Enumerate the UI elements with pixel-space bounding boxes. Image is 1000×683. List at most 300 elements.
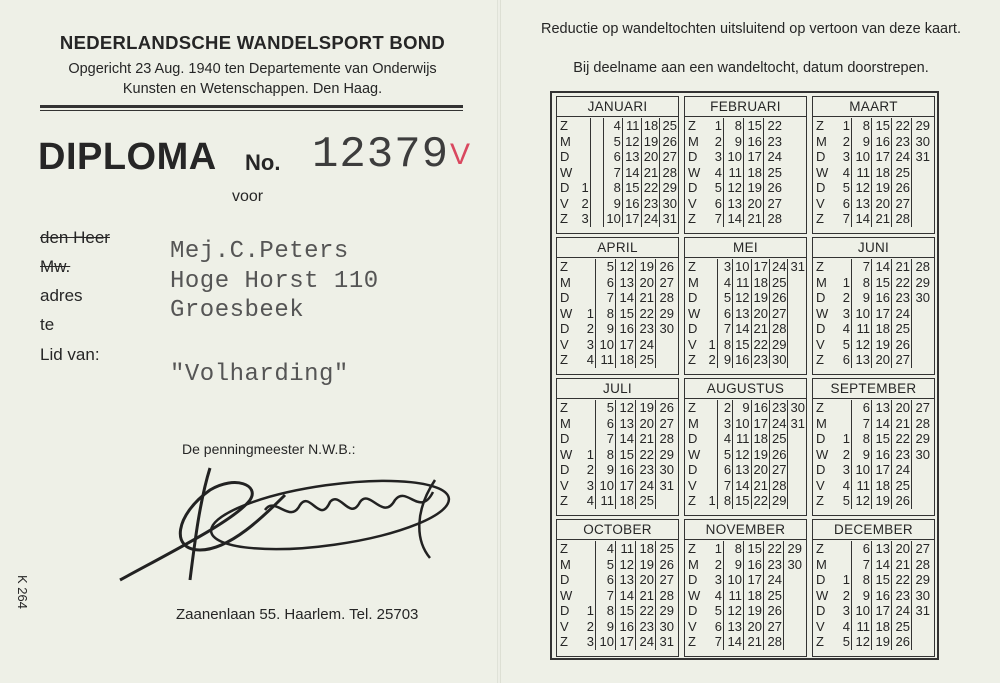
date-cell: 15 (744, 118, 764, 134)
date-cell: 13 (733, 462, 751, 478)
date-cell: 29 (656, 306, 676, 322)
date-cell (788, 290, 806, 306)
date-cell: 28 (656, 290, 676, 306)
weekday-label: M (560, 133, 571, 149)
date-cell: 22 (892, 118, 912, 134)
month-table (560, 118, 678, 227)
month-table (560, 259, 675, 368)
date-cell: 21 (636, 431, 656, 447)
date-cell (912, 211, 932, 227)
date-cell: 8 (852, 118, 872, 134)
date-cell: 14 (872, 259, 892, 275)
date-cell: 1 (586, 305, 594, 321)
weekday-label: M (816, 415, 827, 431)
weekday-label: V (688, 336, 697, 352)
date-cell: 5 (717, 447, 732, 463)
month-name: OCTOBER (557, 520, 678, 540)
date-cell: 5 (714, 603, 722, 618)
weekday-label: D (688, 462, 698, 477)
date-cell (702, 321, 717, 337)
weekday-label: D (688, 180, 698, 195)
date-cell: 18 (744, 588, 764, 604)
weekday-label: Z (560, 352, 568, 367)
date-cell: 7 (596, 290, 616, 306)
weekday-label: W (688, 305, 701, 321)
date-cell: 14 (724, 211, 744, 227)
weekday-label: Z (816, 400, 824, 415)
date-cell: 15 (733, 337, 751, 353)
date-cell: 12 (852, 337, 872, 353)
date-cell: 11 (596, 352, 616, 368)
weekday-label: D (816, 462, 826, 477)
weekday-label: W (688, 587, 701, 603)
date-cell: 20 (744, 196, 764, 212)
weekday-label: M (816, 274, 827, 290)
month-name: SEPTEMBER (813, 379, 934, 399)
date-cell: 7 (714, 634, 722, 649)
date-cell: 29 (784, 541, 804, 557)
date-cell: 4 (596, 541, 616, 557)
date-cell: 6 (852, 400, 872, 416)
date-cell: 10 (852, 603, 872, 619)
date-cell: 29 (912, 275, 932, 291)
label-heer: den Heer (40, 228, 110, 247)
month-october (556, 519, 679, 657)
date-cell: 2 (842, 133, 850, 149)
voor-label: voor (232, 188, 264, 205)
date-cell: 7 (596, 588, 616, 604)
month-table (816, 400, 931, 509)
organization-name: NEDERLANDSCHE WANDELSPORT BOND (59, 32, 446, 53)
date-cell (912, 306, 932, 322)
date-cell (590, 134, 603, 150)
date-cell: 25 (892, 619, 912, 635)
check-mark: V (450, 138, 471, 171)
weekday-label: D (688, 290, 698, 305)
date-cell: 20 (872, 352, 892, 368)
weekday-label: Z (816, 352, 824, 367)
weekday-label: D (560, 290, 570, 305)
month-name: JUNI (813, 238, 934, 258)
date-cell: 30 (912, 290, 932, 306)
date-cell: 2 (708, 352, 716, 367)
date-cell: 28 (764, 211, 784, 227)
weekday-label: D (688, 431, 698, 446)
side-code: K 264 (15, 575, 30, 609)
label-mw: Mw. (40, 257, 71, 276)
date-cell: 17 (616, 634, 636, 650)
date-cell: 30 (784, 557, 804, 573)
date-cell: 26 (764, 603, 784, 619)
date-cell: 9 (596, 321, 616, 337)
month-name: DECEMBER (813, 520, 934, 540)
date-cell: 12 (724, 180, 744, 196)
weekday-label: V (688, 618, 697, 634)
date-cell (912, 196, 932, 212)
weekday-label: Z (816, 259, 824, 274)
date-cell: 18 (616, 493, 636, 509)
date-cell: 1 (708, 493, 716, 508)
weekday-label: Z (816, 634, 824, 649)
date-cell: 11 (596, 493, 616, 509)
date-cell: 5 (714, 180, 722, 195)
weekday-label: Z (688, 400, 696, 415)
date-cell: 7 (604, 165, 623, 181)
date-cell: 29 (912, 572, 932, 588)
date-cell (784, 572, 804, 588)
weekday-label: M (560, 556, 571, 572)
date-cell: 28 (912, 259, 932, 275)
weekday-label: W (688, 164, 701, 180)
weekday-label: Z (816, 541, 824, 556)
date-cell: 16 (872, 290, 892, 306)
date-cell: 5 (717, 290, 732, 306)
date-cell: 12 (622, 134, 641, 150)
date-cell: 23 (636, 619, 656, 635)
date-cell: 16 (733, 352, 751, 368)
date-cell: 26 (656, 557, 676, 573)
weekday-label: D (560, 149, 570, 164)
date-cell: 22 (636, 447, 656, 463)
date-cell: 2 (714, 133, 722, 149)
date-cell: 5 (842, 634, 850, 649)
date-cell: 16 (872, 447, 892, 463)
month-name: MAART (813, 97, 934, 117)
date-cell: 12 (852, 180, 872, 196)
date-cell: 15 (872, 572, 892, 588)
date-cell: 7 (852, 557, 872, 573)
date-cell: 19 (872, 337, 892, 353)
date-cell: 31 (788, 416, 806, 432)
date-cell: 21 (892, 259, 912, 275)
date-cell (575, 165, 591, 181)
date-cell: 26 (770, 447, 788, 463)
date-cell (788, 478, 806, 494)
date-cell (912, 180, 932, 196)
month-name: JANUARI (557, 97, 678, 117)
date-cell: 4 (717, 431, 732, 447)
date-cell: 19 (751, 290, 769, 306)
date-cell (832, 416, 852, 432)
weekday-label: V (560, 477, 569, 493)
date-cell (788, 275, 806, 291)
weekday-label: W (560, 446, 573, 462)
right-panel (501, 0, 1000, 683)
date-cell (788, 306, 806, 322)
date-cell: 13 (616, 275, 636, 291)
month-september (812, 378, 935, 516)
month-november (684, 519, 807, 657)
date-cell: 27 (892, 196, 912, 212)
date-cell (788, 431, 806, 447)
date-cell: 13 (622, 149, 641, 165)
date-cell: 13 (724, 619, 744, 635)
date-cell: 15 (872, 118, 892, 134)
weekday-label: M (560, 415, 571, 431)
date-cell: 9 (604, 196, 623, 212)
date-cell: 10 (724, 572, 744, 588)
date-cell: 24 (892, 603, 912, 619)
date-cell: 20 (636, 572, 656, 588)
date-cell: 10 (724, 149, 744, 165)
date-cell: 28 (660, 165, 678, 181)
weekday-label: V (688, 195, 697, 211)
date-cell (576, 400, 596, 416)
date-cell: 3 (717, 416, 732, 432)
date-cell: 2 (842, 587, 850, 603)
date-cell: 14 (852, 211, 872, 227)
date-cell: 16 (744, 134, 764, 150)
date-cell: 24 (641, 211, 660, 227)
weekday-label: Z (688, 211, 696, 226)
date-cell: 9 (717, 352, 732, 368)
date-cell (656, 337, 676, 353)
date-cell: 27 (764, 619, 784, 635)
date-cell: 31 (656, 634, 676, 650)
date-cell: 25 (892, 478, 912, 494)
weekday-label: Z (688, 541, 696, 556)
date-cell: 21 (751, 321, 769, 337)
month-juli (556, 378, 679, 516)
date-cell: 14 (733, 321, 751, 337)
date-cell: 3 (586, 634, 594, 649)
date-cell: 6 (596, 572, 616, 588)
weekday-label: V (560, 195, 569, 211)
date-cell (576, 290, 596, 306)
typed-city: Groesbeek (170, 297, 305, 324)
weekday-label: Z (688, 259, 696, 274)
month-name: AUGUSTUS (685, 379, 806, 399)
date-cell: 31 (660, 211, 678, 227)
date-cell: 25 (636, 352, 656, 368)
date-cell: 11 (733, 431, 751, 447)
date-cell: 18 (872, 165, 892, 181)
weekday-label: D (816, 572, 826, 587)
month-table (688, 259, 806, 368)
date-cell (912, 462, 932, 478)
month-december (812, 519, 935, 657)
date-cell: 24 (892, 149, 912, 165)
date-cell: 29 (660, 180, 678, 196)
date-cell: 12 (724, 603, 744, 619)
date-cell: 16 (616, 321, 636, 337)
date-cell: 1 (842, 118, 850, 133)
date-cell: 5 (596, 259, 616, 275)
date-cell: 19 (872, 634, 892, 650)
date-cell: 22 (641, 180, 660, 196)
date-cell: 29 (656, 603, 676, 619)
date-cell (656, 493, 676, 509)
label-lid: Lid van: (40, 345, 100, 364)
date-cell: 2 (714, 556, 722, 572)
date-cell: 17 (616, 337, 636, 353)
date-cell: 19 (872, 180, 892, 196)
date-cell: 30 (656, 619, 676, 635)
date-cell: 5 (842, 493, 850, 508)
date-cell (788, 447, 806, 463)
date-cell: 14 (872, 557, 892, 573)
date-cell: 19 (636, 259, 656, 275)
date-cell: 21 (636, 588, 656, 604)
date-cell: 16 (616, 619, 636, 635)
date-cell: 29 (770, 493, 788, 509)
typed-club: "Volharding" (170, 361, 349, 388)
weekday-label: Z (816, 211, 824, 226)
date-cell: 16 (744, 557, 764, 573)
weekday-label: M (816, 556, 827, 572)
diploma-number: 12379 (312, 130, 450, 180)
date-cell: 21 (744, 634, 764, 650)
weekday-label: M (688, 274, 699, 290)
month-name: NOVEMBER (685, 520, 806, 540)
date-cell: 12 (852, 493, 872, 509)
date-cell: 26 (770, 290, 788, 306)
date-cell: 28 (656, 588, 676, 604)
date-cell: 26 (892, 634, 912, 650)
date-cell: 17 (744, 149, 764, 165)
date-cell: 19 (872, 493, 892, 509)
month-name: MEI (685, 238, 806, 258)
date-cell: 11 (733, 275, 751, 291)
weekday-label: D (560, 572, 570, 587)
date-cell (788, 321, 806, 337)
weekday-label: Z (816, 493, 824, 508)
date-cell: 1 (586, 603, 594, 618)
date-cell: 17 (872, 306, 892, 322)
date-cell: 7 (852, 416, 872, 432)
date-cell: 8 (724, 118, 744, 134)
weekday-label: D (816, 603, 826, 618)
date-cell: 4 (714, 587, 722, 603)
date-cell: 23 (892, 134, 912, 150)
typed-address: Hoge Horst 110 (170, 268, 379, 295)
date-cell: 22 (892, 572, 912, 588)
date-cell (784, 619, 804, 635)
month-table (816, 541, 931, 650)
date-cell: 14 (622, 165, 641, 181)
date-cell: 12 (733, 290, 751, 306)
date-cell (832, 541, 852, 557)
left-panel (0, 0, 497, 683)
org-subtitle-line1: Opgericht 23 Aug. 1940 ten Departemente van Onderwijs (68, 61, 437, 77)
date-cell: 13 (733, 306, 751, 322)
date-cell (912, 337, 932, 353)
date-cell (912, 634, 932, 650)
date-cell: 27 (656, 416, 676, 432)
date-cell: 9 (852, 134, 872, 150)
date-cell: 20 (636, 275, 656, 291)
date-cell: 17 (744, 572, 764, 588)
date-cell: 27 (770, 306, 788, 322)
org-subtitle-line2: Kunsten en Wetenschappen. Den Haag. (122, 81, 383, 97)
weekday-label: M (560, 274, 571, 290)
date-cell: 1 (708, 336, 716, 352)
date-cell: 4 (604, 118, 623, 134)
date-cell: 10 (733, 259, 751, 275)
date-cell: 9 (596, 619, 616, 635)
date-cell: 14 (616, 588, 636, 604)
weekday-label: W (816, 305, 829, 321)
date-cell: 29 (770, 337, 788, 353)
date-cell (702, 431, 717, 447)
date-cell: 7 (842, 211, 850, 226)
divider-rule-thin (40, 110, 463, 111)
date-cell: 24 (770, 416, 788, 432)
date-cell: 23 (892, 447, 912, 463)
signature-icon (115, 440, 455, 600)
date-cell (788, 462, 806, 478)
date-cell: 18 (751, 275, 769, 291)
date-cell: 18 (616, 352, 636, 368)
date-cell: 13 (724, 196, 744, 212)
date-cell (576, 572, 596, 588)
date-cell: 2 (581, 195, 589, 211)
date-cell: 2 (842, 290, 850, 305)
date-cell: 25 (636, 493, 656, 509)
date-cell: 11 (622, 118, 641, 134)
date-cell: 19 (744, 180, 764, 196)
date-cell (912, 619, 932, 635)
weekday-label: Z (560, 259, 568, 274)
date-cell: 3 (586, 477, 594, 493)
date-cell: 10 (852, 462, 872, 478)
date-cell: 16 (872, 588, 892, 604)
date-cell (832, 557, 852, 573)
weekday-label: Z (560, 118, 568, 133)
date-cell: 22 (636, 603, 656, 619)
date-cell: 22 (751, 493, 769, 509)
weekday-label: V (688, 477, 697, 493)
weekday-label: D (816, 149, 826, 164)
date-cell: 8 (717, 337, 732, 353)
date-cell: 14 (872, 416, 892, 432)
weekday-label: Z (688, 634, 696, 649)
date-cell: 23 (751, 352, 769, 368)
date-cell (912, 321, 932, 337)
date-cell: 18 (751, 431, 769, 447)
date-cell: 28 (912, 416, 932, 432)
date-cell (656, 352, 676, 368)
weekday-label: D (816, 180, 826, 195)
date-cell: 12 (852, 634, 872, 650)
date-cell: 11 (724, 165, 744, 181)
month-table (816, 118, 931, 227)
date-cell: 26 (892, 337, 912, 353)
date-cell: 25 (656, 541, 676, 557)
date-cell (788, 493, 806, 509)
month-name: FEBRUARI (685, 97, 806, 117)
date-cell: 25 (660, 118, 678, 134)
weekday-label: Z (816, 118, 824, 133)
date-cell: 9 (852, 588, 872, 604)
date-cell: 27 (912, 400, 932, 416)
date-cell: 18 (872, 321, 892, 337)
date-cell: 7 (852, 259, 872, 275)
date-cell: 28 (656, 431, 676, 447)
date-cell: 3 (717, 259, 732, 275)
date-cell: 23 (892, 588, 912, 604)
date-cell: 3 (842, 603, 850, 618)
date-cell: 22 (892, 431, 912, 447)
date-cell: 26 (764, 180, 784, 196)
date-cell: 18 (872, 619, 892, 635)
date-cell: 21 (744, 211, 764, 227)
date-cell: 4 (842, 164, 850, 180)
weekday-label: D (688, 321, 698, 336)
date-cell: 15 (616, 447, 636, 463)
date-cell: 3 (581, 211, 589, 226)
typed-name: Mej.C.Peters (170, 238, 349, 265)
